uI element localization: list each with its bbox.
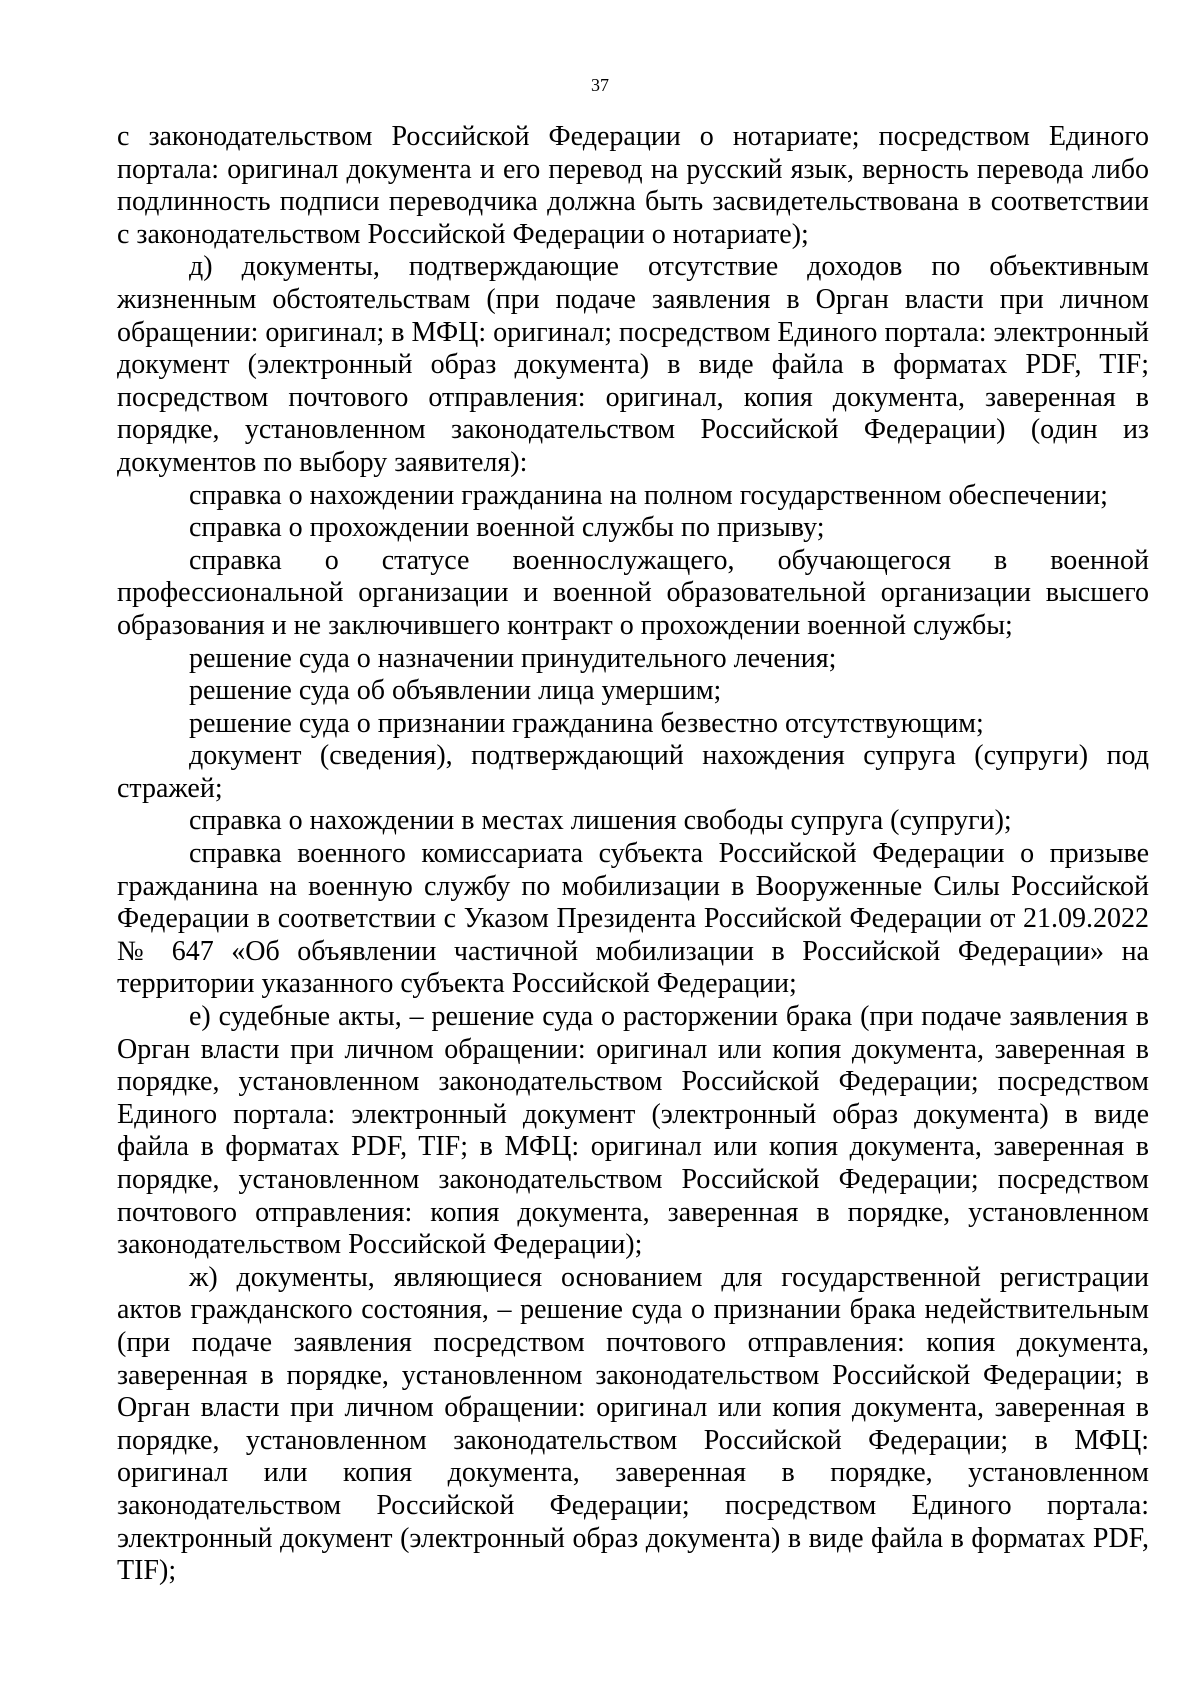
paragraph: с законодательством Российской Федерации о нотариате; посредством Единого портала: оригинал документа и его перевод на русский язык, верность перевода либо подлинность подписи переводчика должна быть засвидетельствована в соответствии с законодательством Российской Федерации о нотариате); bbox=[117, 121, 1149, 250]
page-number: 37 bbox=[591, 75, 609, 95]
list-item: справка о прохождении военной службы по призыву; bbox=[189, 512, 825, 544]
list-item: документ (сведения), подтверждающий нахождения супруга (супруги) под стражей; bbox=[117, 740, 1149, 804]
paragraph: д) документы, подтверждающие отсутствие доходов по объективным жизненным обстоятельствам (при подаче заявления в Орган власти при личном обращении: оригинал; в МФЦ: оригинал; посредством Единого портала: электронный документ (электронный образ документа) в виде файла в форматах PDF, TIF; посредством почтового отправления: оригинал, копия документа, заверенная в порядке, установленном законодательством Российской Федерации) (один из документов по выбору заявителя): bbox=[117, 251, 1149, 478]
paragraph: е) судебные акты, – решение суда о расторжении брака (при подаче заявления в Орган власти при личном обращении: оригинал или копия документа, заверенная в порядке, установленном законодательством Российской Федерации; посредством Единого портала: электронный документ (электронный образ документа) в виде файла в форматах PDF, TIF; в МФЦ: оригинал или копия документа, заверенная в порядке, установленном законодательством Российской Федерации; посредством почтового отправления: копия документа, заверенная в порядке, установленном законодательством Российской Федерации); bbox=[117, 1001, 1149, 1261]
document-body bbox=[117, 121, 1149, 1588]
list-item: решение суда об объявлении лица умершим; bbox=[189, 675, 722, 707]
list-item: справка о статусе военнослужащего, обучающегося в военной профессиональной организации и военной образовательной организации высшего образования и не заключившего контракт о прохождении военной службы; bbox=[117, 544, 1149, 641]
paragraph: ж) документы, являющиеся основанием для государственной регистрации актов гражданского состояния, – решение суда о признании брака недействительным (при подаче заявления посредством почтового отправления: копия документа, заверенная в порядке, установленном законодательством Российской Федерации; в Орган власти при личном обращении: оригинал или копия документа, заверенная в порядке, установленном законодательством Российской Федерации; в МФЦ: оригинал или копия документа, заверенная в порядке, установленном законодательством Российской Федерации; посредством Единого портала: электронный документ (электронный образ документа) в виде файла в форматах PDF, TIF); bbox=[117, 1261, 1149, 1587]
list-item: решение суда о признании гражданина безвестно отсутствующим; bbox=[189, 707, 984, 739]
list-item: справка военного комиссариата субъекта Российской Федерации о призыве гражданина на военную службу по мобилизации в Вооруженные Силы Российской Федерации в соответствии с Указом Президента Российской Федерации от 21.09.2022 № 647 «Об объявлении частичной мобилизации в Российской Федерации» на территории указанного субъекта Российской Федерации; bbox=[117, 838, 1149, 1000]
list-item: справка о нахождении гражданина на полном государственном обеспечении; bbox=[189, 479, 1108, 511]
list-item: решение суда о назначении принудительного лечения; bbox=[189, 642, 837, 674]
list-item: справка о нахождении в местах лишения свободы супруга (супруги); bbox=[189, 805, 1012, 837]
